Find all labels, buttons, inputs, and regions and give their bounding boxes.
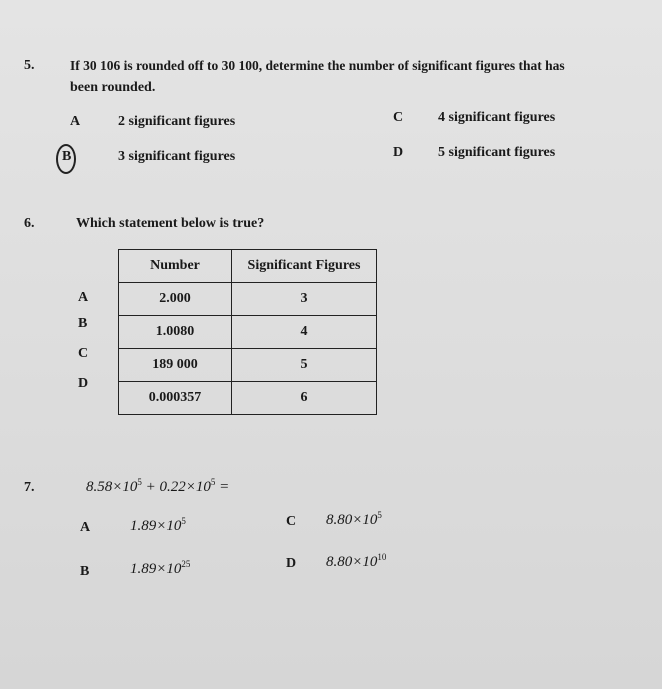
cell-sig: 5 xyxy=(232,349,377,382)
cell-number: 189 000 xyxy=(119,349,232,382)
q7-option-c-value xyxy=(326,510,382,529)
q7-option-d-value xyxy=(326,552,386,571)
table-row xyxy=(119,283,377,316)
cell-sig: 6 xyxy=(232,382,377,415)
q5-option-a-letter: A xyxy=(70,114,81,129)
q5-option-b-text: 3 significant figures xyxy=(118,149,236,164)
q7-term-b: + 0.22×10 xyxy=(141,479,211,495)
q6-row-b-letter: B xyxy=(78,316,88,331)
q6-row-a-letter: A xyxy=(78,290,89,305)
q7-option-c-mantissa: 8.80×10 xyxy=(326,512,378,528)
q7-term-a: 8.58×10 xyxy=(86,479,138,495)
q5-text-line2: been rounded. xyxy=(70,80,156,95)
q7-term-b-exponent: 5 xyxy=(210,477,216,487)
cell-number: 0.000357 xyxy=(119,382,232,415)
table-row xyxy=(119,316,377,349)
table-header-row xyxy=(119,250,377,283)
cell-sig: 4 xyxy=(232,316,377,349)
cell-number: 1.0080 xyxy=(119,316,232,349)
q5-option-a-text: 2 significant figures xyxy=(118,114,236,129)
q7-option-d-exponent: 10 xyxy=(377,552,387,562)
q7-option-b-letter: B xyxy=(80,564,90,579)
q5-text-line1: If 30 106 is rounded off to 30 100, determine the number of significant figures that has xyxy=(70,58,565,73)
q5-option-d-letter: D xyxy=(393,145,404,160)
q7-equals: = xyxy=(215,479,230,495)
header-significant-figures: Significant Figures xyxy=(232,250,377,283)
q5-option-c-letter: C xyxy=(393,110,404,125)
q5-option-b-letter: B xyxy=(62,149,72,164)
q6-text: Which statement below is true? xyxy=(76,216,265,231)
q5-option-d-text: 5 significant figures xyxy=(438,145,556,160)
q7-option-a-letter: A xyxy=(80,520,91,535)
q7-option-d-mantissa: 8.80×10 xyxy=(326,554,378,570)
significant-figures-table xyxy=(118,249,377,415)
q7-option-b-value xyxy=(130,559,190,578)
q7-expression xyxy=(86,477,229,496)
q6-row-d-letter: D xyxy=(78,376,89,391)
q7-term-a-exponent: 5 xyxy=(137,477,142,487)
q7-option-d-letter: D xyxy=(286,556,297,571)
q7-option-c-letter: C xyxy=(286,514,297,529)
q7-option-c-exponent: 5 xyxy=(377,510,382,520)
table-row xyxy=(119,349,377,382)
q7-option-b-mantissa: 1.89×10 xyxy=(130,561,182,577)
q7-option-b-exponent: 25 xyxy=(181,559,191,569)
q7-number: 7. xyxy=(24,480,35,495)
q6-number: 6. xyxy=(24,216,35,231)
q7-option-a-exponent: 5 xyxy=(181,516,186,526)
q5-option-c-text: 4 significant figures xyxy=(438,110,556,125)
table-row xyxy=(119,382,377,415)
header-number: Number xyxy=(119,250,232,283)
q7-option-a-value xyxy=(130,516,186,535)
q7-option-a-mantissa: 1.89×10 xyxy=(130,518,182,534)
q6-row-c-letter: C xyxy=(78,346,89,361)
cell-number: 2.000 xyxy=(119,283,232,316)
cell-sig: 3 xyxy=(232,283,377,316)
q5-number: 5. xyxy=(24,58,35,73)
